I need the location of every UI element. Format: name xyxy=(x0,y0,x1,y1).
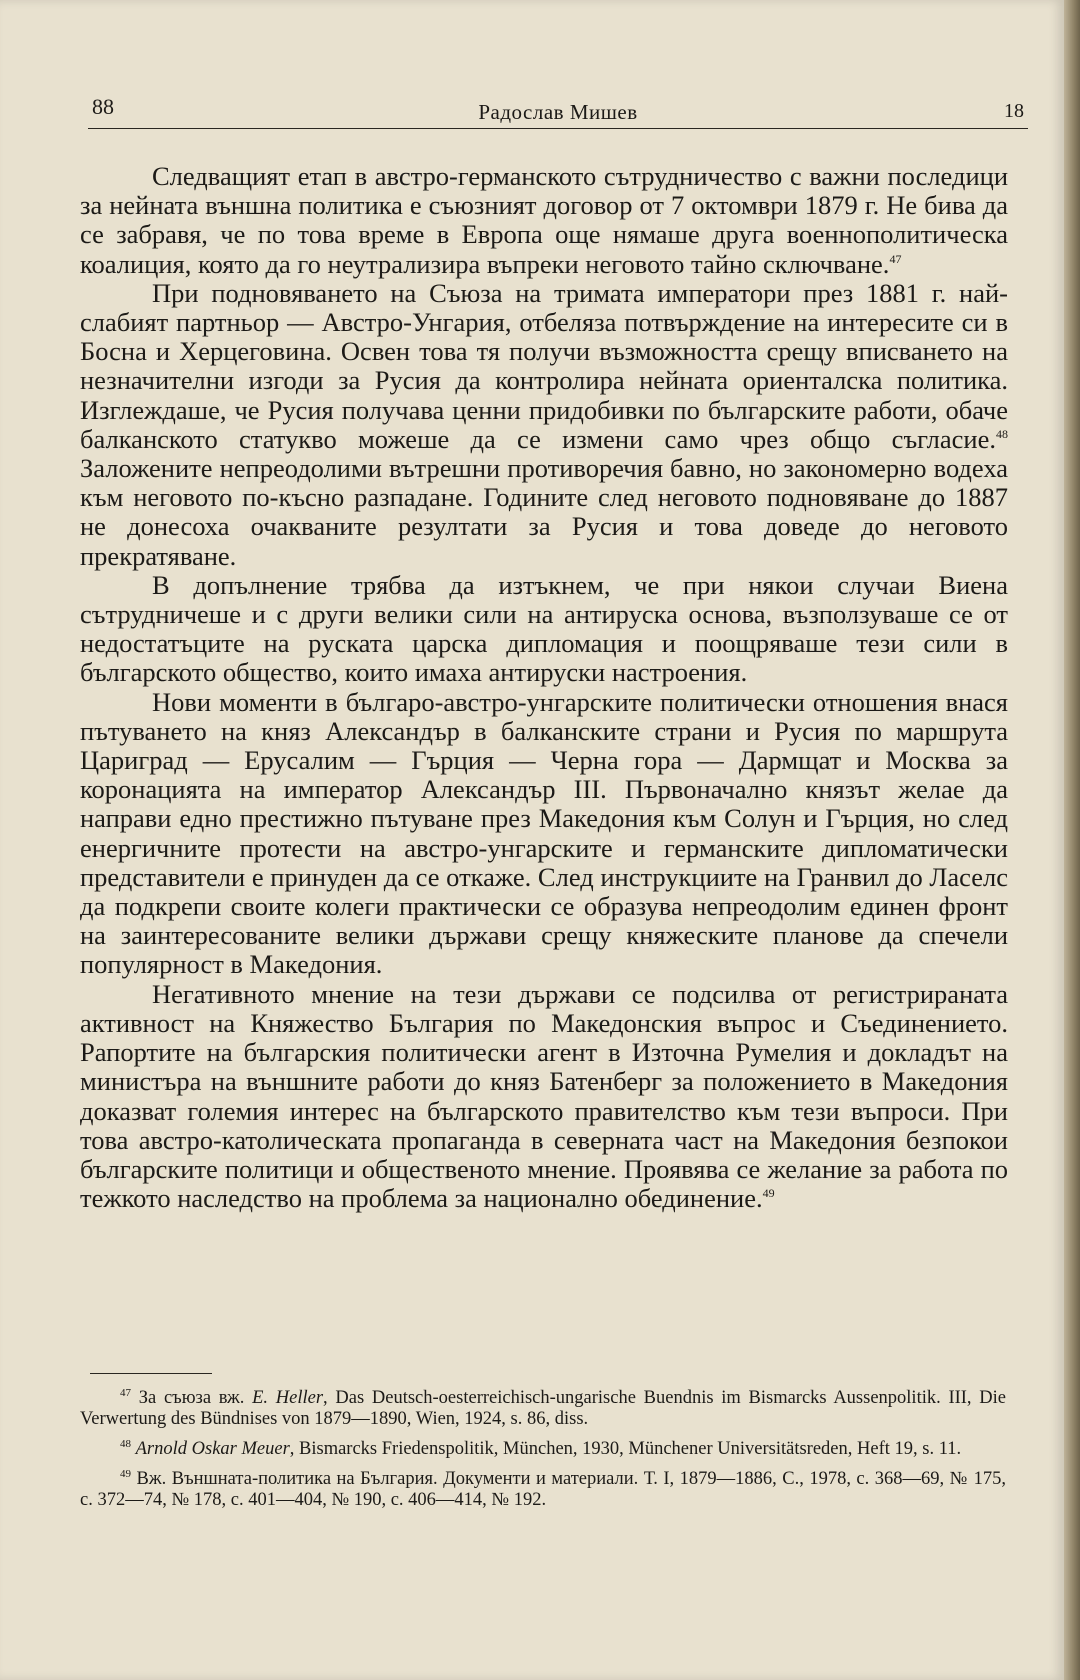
footnote-author: E. Heller xyxy=(252,1388,324,1408)
footnotes xyxy=(80,1388,1006,1520)
body-text xyxy=(80,162,1008,1213)
paragraph xyxy=(80,980,1008,1214)
footnote-text: , Das Deutsch-oesterreichisch-ungarische Buendnis im Bismarcks Aussenpolitik. III, Die Verwertung des Bündnises von 1879—1890, Wien, 1924, s. 86, diss. xyxy=(80,1388,1006,1429)
paragraph xyxy=(80,279,1008,571)
page-number-right: 18 xyxy=(1004,100,1024,122)
footnote-text: , Bismarcks Friedenspolitik, München, 1930, Münchener Universitätsreden, Heft 19, s. 11. xyxy=(289,1439,962,1459)
footnote xyxy=(80,1439,1006,1460)
footnote-number: 48 xyxy=(120,1437,131,1450)
footnote-ref: 48 xyxy=(996,427,1008,441)
paragraph xyxy=(80,162,1008,279)
footnote-lead: За съюза вж. xyxy=(138,1388,253,1408)
footnote xyxy=(80,1469,1006,1511)
footnote xyxy=(80,1388,1006,1430)
paragraph-text-tail: Заложените непреодолими вътрешни противоречия бавно, но закономерно водеха към неговото по-късно разпадане. Годините след неговото подновяване до 1887 не донесоха очакваните резултати за Русия и това доведе до неговото прекратяване. xyxy=(80,453,1008,571)
footnote-number: 49 xyxy=(120,1467,131,1480)
running-head-author: Радослав Мишев xyxy=(478,100,638,124)
book-spine-edge xyxy=(1064,0,1080,1680)
footnote-ref: 49 xyxy=(762,1186,775,1201)
paragraph-text: Негативното мнение на тези държави се подсилва от регистрираната активност на Княжество България по Македонския въпрос и Съединението. Рапортите на българския политически агент в Източна Румелия и докладът на министъра на външните работи до княз Батенберг за положението в Македония доказват големия интерес на българското правителство към тези въпроси. При това австро-католическата пропаганда в северната част на Македония безпокои българските политици и общественото мнение. Проявява се желание за работа по тежкото наследство на проблема за национално обединение. xyxy=(80,978,1008,1214)
footnote-number: 47 xyxy=(120,1386,131,1399)
footnote-separator xyxy=(90,1373,212,1374)
running-header xyxy=(88,92,1028,129)
paragraph-text: В допълнение трябва да изтъкнем, че при някои случаи Виена сътрудничеше и с други велики сили на антируска основа, възползуваше се от недостатъците на руската царска дипломация и поощряваше тези сили в българското общество, които имаха антируски настроения. xyxy=(80,569,1008,688)
paragraph-text: При подновяването на Съюза на тримата императори през 1881 г. най-слабият партньор — Австро-Унгария, отбеляза потвърждение на интересите си в Босна и Херцеговина. Освен това тя получи възможността срещу вписването на незначителни изгоди за Русия да контролира нейната ориенталска политика. Изглеждаше, че Русия получава ценни придобивки по българските работи, обаче балканското статукво можеше да се измени само чрез общо съгласие. xyxy=(80,277,1008,454)
paragraph-text: Следващият етап в австро-германското сътрудничество с важни последици за нейната външна политика е съюзният договор от 7 октомври 1879 г. Не бива да се забравя, че по това време в Европа още нямаше друга военнополитическа коалиция, която да го неутрализира въпреки неговото тайно сключване. xyxy=(80,161,1008,279)
paragraph xyxy=(80,571,1008,688)
footnote-author: Arnold Oskar Meuer xyxy=(135,1439,290,1459)
footnote-lead: Вж. Външната-политика на България. Документи и материали. Т. I, 1879—1886, С., 1978, с. 368—69, № 175, с. 372—74, № 178, с. 401—404, № 190, с. 406—414, № 192. xyxy=(80,1469,1007,1510)
page-number-left: 88 xyxy=(92,94,114,119)
paragraph xyxy=(80,688,1008,980)
footnote-ref: 47 xyxy=(889,251,902,266)
paragraph-text: Нови моменти в българо-австро-унгарските политически отношения внася пътуването на княз Александър в балканските страни и Русия по маршрута Цариград — Ерусалим — Гърция — Черна гора — Дармщат и Москва за коронацията на император Александър III. Първоначално князът желае да направи едно престижно пътуване през Македония към Солун и Гърция, но след енергичните протести на австро-унгарските и германските дипломатически представители е принуден да се откаже. След инструкциите на Гранвил до Ласелс да подкрепи своите колеги практически се образува непреодолим единен фронт на заинтересованите велики държави срещу княжеските планове да спечели популярност в Македония. xyxy=(80,686,1008,980)
